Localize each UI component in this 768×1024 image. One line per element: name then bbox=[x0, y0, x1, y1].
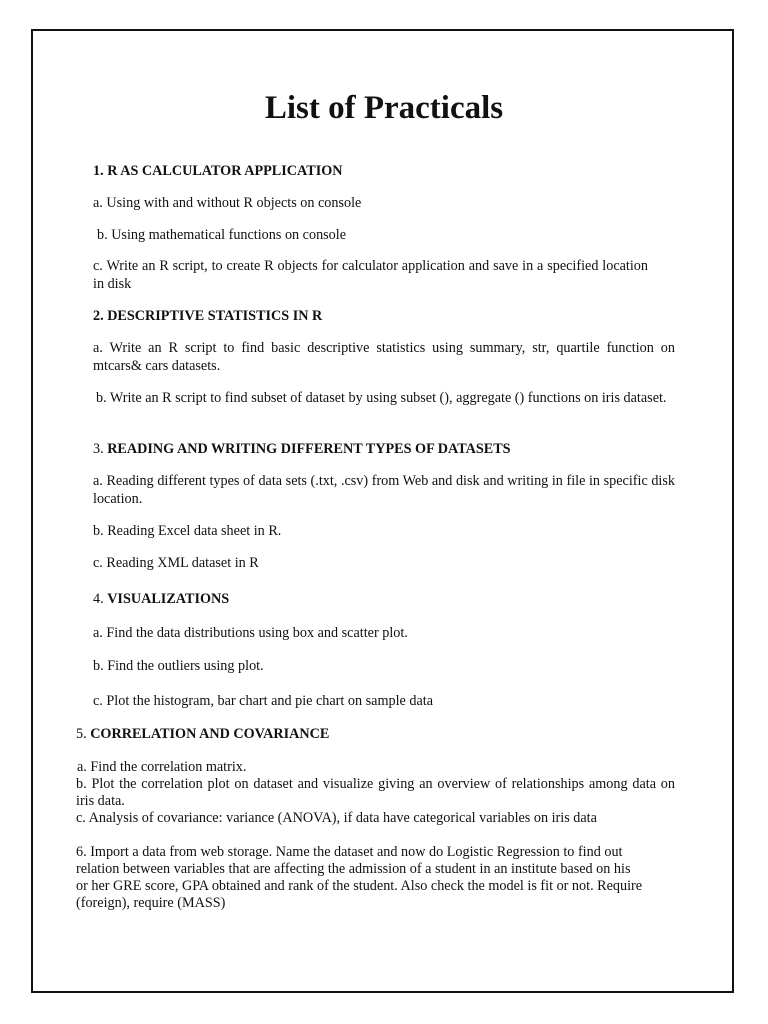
section-2-item-b: b. Write an R script to find subset of dataset by using subset (), aggregate () functions on iris dataset. bbox=[96, 390, 667, 406]
section-5-item-b: b. Plot the correlation plot on dataset and visualize giving an overview of relationships among data on iris data. bbox=[76, 776, 675, 809]
section-4-item-b: b. Find the outliers using plot. bbox=[93, 658, 264, 674]
section-6-line-1: 6. Import a data from web storage. Name the dataset and now do Logistic Regression to find out bbox=[76, 844, 623, 860]
section-1-item-a: a. Using with and without R objects on console bbox=[93, 195, 362, 211]
section-1-item-c: c. Write an R script, to create R objects for calculator application and save in a specified location in disk bbox=[93, 258, 648, 292]
page-title: List of Practicals bbox=[264, 90, 504, 126]
section-1-item-b: b. Using mathematical functions on console bbox=[97, 227, 347, 243]
section-1-heading: 1. R AS CALCULATOR APPLICATION bbox=[93, 163, 343, 179]
section-3-item-b: b. Reading Excel data sheet in R. bbox=[93, 523, 282, 539]
section-5-heading-text: CORRELATION AND COVARIANCE bbox=[90, 726, 330, 742]
section-6-line-2: relation between variables that are affecting the admission of a student in an institute based on his bbox=[76, 861, 631, 877]
section-5-item-a: a. Find the correlation matrix. bbox=[77, 759, 247, 775]
section-6-paragraph bbox=[76, 844, 642, 912]
section-4-item-c: c. Plot the histogram, bar chart and pie chart on sample data bbox=[93, 693, 433, 709]
section-3-heading bbox=[93, 440, 511, 458]
section-4-item-a: a. Find the data distributions using box and scatter plot. bbox=[93, 625, 408, 641]
section-3-heading-text: READING AND WRITING DIFFERENT TYPES OF DATASETS bbox=[107, 441, 511, 457]
section-6-line-4: (foreign), require (MASS) bbox=[76, 895, 226, 911]
section-6-line-3: or her GRE score, GPA obtained and rank of the student. Also check the model is fit or not. Require bbox=[76, 878, 643, 894]
section-5-item-c: c. Analysis of covariance: variance (ANOVA), if data have categorical variables on iris data bbox=[76, 810, 597, 826]
section-5-number: 5. bbox=[76, 726, 87, 742]
section-3-item-c: c. Reading XML dataset in R bbox=[93, 555, 259, 571]
section-4-heading bbox=[93, 590, 229, 608]
section-3-number: 3. bbox=[93, 441, 104, 457]
section-3-item-a: a. Reading different types of data sets (.txt, .csv) from Web and disk and writing in file in specific disk location. bbox=[93, 473, 675, 507]
section-2-item-a: a. Write an R script to find basic descriptive statistics using summary, str, quartile function on mtcars& cars datasets. bbox=[93, 340, 675, 374]
section-2-heading: 2. DESCRIPTIVE STATISTICS IN R bbox=[93, 308, 323, 324]
section-5-heading bbox=[76, 725, 329, 743]
section-4-number: 4. bbox=[93, 591, 104, 607]
section-4-heading-text: VISUALIZATIONS bbox=[107, 591, 230, 607]
